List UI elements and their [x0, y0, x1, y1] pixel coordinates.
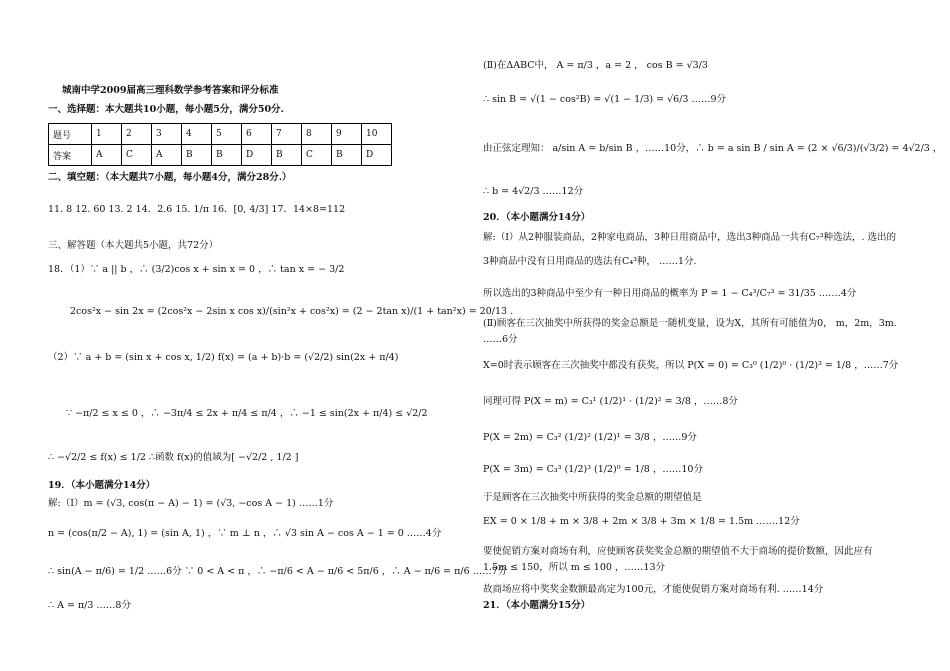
table-cell: A	[152, 145, 182, 166]
table-cell: C	[122, 145, 152, 166]
fill-answers: 11. 8 12. 60 13. 2 14．2.6 15. 1/π 16．[0, 4/3] 17．14×8=112	[48, 204, 346, 215]
p20-title: 20．（本小题满分14分）	[483, 212, 591, 223]
table-cell: 6	[242, 124, 272, 145]
table-cell: 10	[362, 124, 392, 145]
table-cell: 3	[152, 124, 182, 145]
r-line11: 同理可得 P(X = m) = C₃¹ (1/2)¹ · (1/2)² = 3/8 ，……8分	[483, 396, 738, 407]
section-fill-heading: 二、填空题：（本大题共7小题，每小题4分，满分28分.）	[48, 172, 292, 183]
r-line9: ……6分	[483, 334, 518, 345]
r-line1: (Ⅱ)在ΔABC中， A = π/3 ，a = 2 ， cos B = √3/3	[483, 60, 708, 71]
r-line10: X=0时表示顾客在三次抽奖中都没有获奖，所以 P(X = 0) = C₃⁰ (1/2)⁰ · (1/2)³ = 1/8 ，……7分	[483, 360, 899, 371]
table-cell: 4	[182, 124, 212, 145]
r-line2: ∴ sin B = √(1 − cos²B) = √(1 − 1/3) = √6/3 ……9分	[483, 94, 727, 105]
r-line13: P(X = 3m) = C₃³ (1/2)³ (1/2)⁰ = 1/8 ，……10分	[483, 464, 703, 475]
r-line6: 3种商品中没有日用商品的选法有C₄³种， ……1分.	[483, 256, 697, 267]
p18-line2: 2cos²x − sin 2x = (2cos²x − 2sin x cos x)/(sin²x + cos²x) = (2 − 2tan x)/(1 + tan²x) = 20/13 .	[70, 306, 514, 317]
r-line5: 解:（Ⅰ）从2种服装商品，2种家电商品，3种日用商品中，选出3种商品一共有C₇³种选法，. 选出的	[483, 232, 897, 243]
table-cell: 5	[212, 124, 242, 145]
p19-line1: 解:（Ⅰ）m = (√3, cos(π − A) − 1) = (√3, −cos A − 1) ……1分	[48, 498, 334, 509]
table-cell: B	[332, 145, 362, 166]
table-cell: B	[182, 145, 212, 166]
r-line17: 1.5m ≤ 150，所以 m ≤ 100 ，……13分	[483, 562, 666, 573]
r-line3: 由正弦定理知： a/sin A = b/sin B ，……10分，∴ b = a sin B / sin A = (2 × √6/3)/(√3/2) = 4√2/3 ，	[483, 143, 943, 154]
p18-line3: （2）∵ a + b = (sin x + cos x, 1/2) f(x) = (a + b)·b = (√2/2) sin(2x + π/4)	[48, 352, 399, 363]
p21-title: 21．（本小题满分15分）	[483, 600, 591, 611]
r-line16: 要使促销方案对商场有利，应使顾客获奖奖金总额的期望值不大于商场的提价数额，因此应有	[483, 546, 873, 557]
table-cell: C	[302, 145, 332, 166]
table-cell: A	[92, 145, 122, 166]
p19-line4: ∴ A = π/3 ……8分	[48, 600, 131, 611]
r-line4: ∴ b = 4√2/3 ……12分	[483, 186, 584, 197]
left-column	[40, 0, 514, 671]
table-cell: 1	[92, 124, 122, 145]
p18-line4: ∵ −π/2 ≤ x ≤ 0 ，∴ −3π/4 ≤ 2x + π/4 ≤ π/4 ，∴ −1 ≤ sin(2x + π/4) ≤ √2/2	[66, 408, 428, 419]
table-cell: B	[272, 145, 302, 166]
table-row-numbers	[49, 124, 392, 145]
r-line15: EX = 0 × 1/8 + m × 3/8 + 2m × 3/8 + 3m × 1/8 = 1.5m .……12分	[483, 516, 800, 527]
p19-title: 19．（本小题满分14分）	[48, 480, 156, 491]
table-cell: D	[362, 145, 392, 166]
table-header-cell: 题号	[49, 124, 92, 145]
r-line8: (Ⅱ)顾客在三次抽奖中所获得的奖金总额是一随机变量，设为X，其所有可能值为0， m，2m，3m.	[483, 318, 897, 329]
answer-table	[48, 123, 392, 166]
table-cell: 9	[332, 124, 362, 145]
p18-line5: ∴ −√2/2 ≤ f(x) ≤ 1/2 ∴函数 f(x)的值域为[ −√2/2 , 1/2 ]	[48, 452, 299, 463]
section-solve-heading: 三、解答题（本大题共5小题，共72分）	[48, 240, 219, 251]
r-line14: 于是顾客在三次抽奖中所获得的奖金总额的期望值是	[483, 492, 702, 503]
p18-line1: 18．（1）∵ a || b ，∴ (3/2)cos x + sin x = 0 ，∴ tan x = − 3/2	[48, 264, 345, 275]
p19-line3: ∴ sin(A − π/6) = 1/2 ……6分 ∵ 0 < A < π ，∴ −π/6 < A − π/6 < 5π/6 ，∴ A − π/6 = π/6 ……7分	[48, 566, 508, 577]
table-cell: 2	[122, 124, 152, 145]
table-cell: D	[242, 145, 272, 166]
right-column	[483, 0, 943, 671]
table-row-answers	[49, 145, 392, 166]
table-cell: 8	[302, 124, 332, 145]
section-choice-heading: 一、选择题：本大题共10小题，每小题5分，满分50分.	[48, 104, 284, 115]
table-cell: B	[212, 145, 242, 166]
p19-line2: n = (cos(π/2 − A), 1) = (sin A, 1) ，∵ m ⊥ n ，∴ √3 sin A − cos A − 1 = 0 ……4分	[48, 528, 442, 539]
r-line7: 所以选出的3种商品中至少有一种日用商品的概率为 P = 1 − C₄³/C₇³ = 31/35 .……4分	[483, 288, 857, 299]
table-header-cell: 答案	[49, 145, 92, 166]
document-title: 城南中学2009届高三理科数学参考答案和评分标准	[62, 85, 279, 96]
table-cell: 7	[272, 124, 302, 145]
r-line18: 故商场应将中奖奖金数额最高定为100元，才能使促销方案对商场有利. ……14分	[483, 584, 824, 595]
r-line12: P(X = 2m) = C₃² (1/2)² (1/2)¹ = 3/8 ，……9分	[483, 432, 697, 443]
